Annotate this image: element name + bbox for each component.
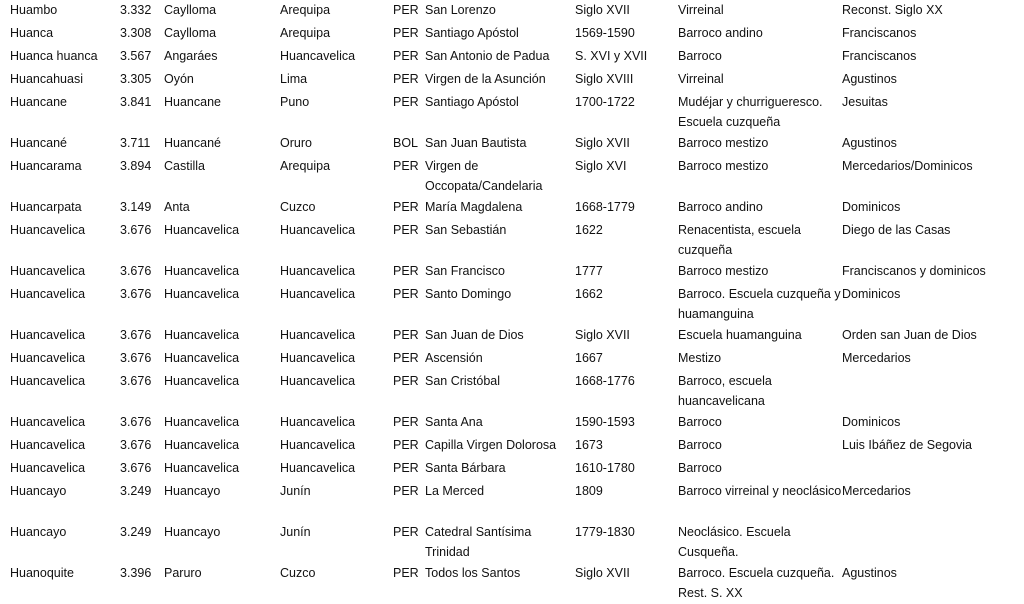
cell-altitude: 3.567: [120, 49, 152, 63]
cell-date: Siglo XVII: [575, 136, 630, 150]
cell-department: Huancavelica: [280, 438, 356, 452]
cell-department: Puno: [280, 95, 310, 109]
cell-builders: Orden san Juan de Dios: [842, 328, 977, 342]
cell-builders: Mercedarios: [842, 484, 911, 498]
cell-town: Huancane: [10, 95, 67, 109]
cell-style: Barroco: [678, 438, 722, 452]
cell-town: Huanca: [10, 26, 54, 40]
cell-town: Huanoquite: [10, 566, 74, 580]
cell-town: Huancahuasi: [10, 72, 83, 86]
cell-style: Escuela huamanguina: [678, 328, 802, 342]
cell-department: Huancavelica: [280, 415, 356, 429]
cell-church: San Sebastián: [425, 223, 507, 237]
cell-church: Santo Domingo: [425, 287, 512, 301]
table-row: [0, 92, 1024, 133]
cell-date: Siglo XVIII: [575, 72, 634, 86]
cell-style: Barroco. Escuela cuzqueña y huamanguina: [678, 287, 841, 321]
cell-province: Huancavelica: [164, 461, 240, 475]
cell-town: Huancarpata: [10, 200, 82, 214]
cell-town: Huancané: [10, 136, 67, 150]
cell-date: Siglo XVII: [575, 3, 630, 17]
cell-province: Angaráes: [164, 49, 218, 63]
cell-builders: Mercedarios: [842, 351, 911, 365]
cell-town: Huancavelica: [10, 351, 86, 365]
cell-province: Anta: [164, 200, 190, 214]
cell-style: Barroco: [678, 49, 722, 63]
cell-church: Todos los Santos: [425, 566, 521, 580]
cell-builders: Franciscanos: [842, 49, 917, 63]
cell-builders: Agustinos: [842, 72, 897, 86]
cell-builders: Agustinos: [842, 136, 897, 150]
cell-altitude: 3.676: [120, 415, 152, 429]
table-row: [0, 481, 1024, 522]
cell-church: San Antonio de Padua: [425, 49, 550, 63]
cell-town: Huanca huanca: [10, 49, 98, 63]
cell-date: 1779-1830: [575, 525, 635, 539]
cell-town: Huancavelica: [10, 328, 86, 342]
cell-builders: [842, 522, 1024, 563]
cell-builders: Franciscanos: [842, 26, 917, 40]
cell-town: Huancavelica: [10, 415, 86, 429]
cell-date: Siglo XVI: [575, 159, 627, 173]
cell-province: Huancavelica: [164, 351, 240, 365]
cell-style: Barroco mestizo: [678, 264, 769, 278]
cell-date: 1668-1779: [575, 200, 635, 214]
cell-altitude: 3.249: [120, 484, 152, 498]
table-row: [0, 284, 1024, 325]
cell-style: Virreinal: [678, 72, 724, 86]
cell-province: Huancavelica: [164, 374, 240, 388]
cell-province: Huancané: [164, 136, 221, 150]
cell-church: Virgen de Occopata/Candelaria: [425, 159, 543, 193]
cell-date: 1809: [575, 484, 603, 498]
cell-church: San Juan Bautista: [425, 136, 527, 150]
cell-province: Huancavelica: [164, 438, 240, 452]
table-row: [0, 23, 1024, 46]
cell-altitude: 3.676: [120, 438, 152, 452]
cell-style: Barroco: [678, 415, 722, 429]
cell-style: Barroco virreinal y neoclásico: [678, 484, 842, 498]
cell-province: Paruro: [164, 566, 202, 580]
cell-builders: Franciscanos y dominicos: [842, 264, 986, 278]
table-row: [0, 325, 1024, 348]
cell-country: PER: [393, 3, 419, 17]
cell-altitude: 3.305: [120, 72, 152, 86]
cell-province: Huancavelica: [164, 264, 240, 278]
cell-town: Huancavelica: [10, 461, 86, 475]
table-row: [0, 220, 1024, 261]
cell-country: PER: [393, 287, 419, 301]
cell-country: PER: [393, 566, 419, 580]
cell-church: Virgen de la Asunción: [425, 72, 546, 86]
cell-town: Huancavelica: [10, 287, 86, 301]
cell-country: PER: [393, 49, 419, 63]
cell-style: Mudéjar y churrigueresco. Escuela cuzqueña: [678, 95, 823, 129]
cell-date: Siglo XVII: [575, 566, 630, 580]
cell-country: PER: [393, 95, 419, 109]
cell-country: PER: [393, 461, 419, 475]
cell-department: Junín: [280, 525, 311, 539]
cell-country: PER: [393, 328, 419, 342]
cell-church: Ascensión: [425, 351, 483, 365]
cell-church: Santiago Apóstol: [425, 95, 519, 109]
cell-style: Barroco andino: [678, 200, 763, 214]
cell-builders: [842, 371, 1024, 412]
cell-builders: Dominicos: [842, 200, 901, 214]
cell-altitude: 3.332: [120, 3, 152, 17]
cell-department: Arequipa: [280, 159, 331, 173]
cell-date: 1622: [575, 223, 603, 237]
cell-town: Huancarama: [10, 159, 82, 173]
cell-date: 1673: [575, 438, 603, 452]
cell-style: Barroco andino: [678, 26, 763, 40]
table-row: [0, 458, 1024, 481]
cell-province: Huancane: [164, 95, 221, 109]
cell-builders: Jesuitas: [842, 95, 888, 109]
cell-date: 1662: [575, 287, 603, 301]
cell-country: PER: [393, 264, 419, 278]
cell-department: Huancavelica: [280, 328, 356, 342]
cell-church: Capilla Virgen Dolorosa: [425, 438, 557, 452]
cell-style: Barroco mestizo: [678, 159, 769, 173]
cell-country: PER: [393, 351, 419, 365]
cell-department: Junín: [280, 484, 311, 498]
cell-style: Neoclásico. Escuela Cusqueña.: [678, 525, 791, 559]
cell-style: Renacentista, escuela cuzqueña: [678, 223, 801, 257]
cell-country: PER: [393, 72, 419, 86]
table-row: [0, 69, 1024, 92]
table-row: [0, 46, 1024, 69]
cell-builders: Reconst. Siglo XX: [842, 3, 943, 17]
table-row: [0, 261, 1024, 284]
cell-country: PER: [393, 223, 419, 237]
cell-country: BOL: [393, 136, 419, 150]
cell-department: Huancavelica: [280, 351, 356, 365]
cell-province: Caylloma: [164, 3, 217, 17]
cell-province: Caylloma: [164, 26, 217, 40]
table-row: [0, 0, 1024, 23]
cell-town: Huancavelica: [10, 374, 86, 388]
cell-country: PER: [393, 374, 419, 388]
cell-date: 1700-1722: [575, 95, 635, 109]
cell-department: Huancavelica: [280, 374, 356, 388]
cell-date: Siglo XVII: [575, 328, 630, 342]
cell-altitude: 3.396: [120, 566, 152, 580]
cell-builders: Luis Ibáñez de Segovia: [842, 438, 972, 452]
table-row: [0, 348, 1024, 371]
cell-department: Huancavelica: [280, 461, 356, 475]
cell-date: 1667: [575, 351, 603, 365]
cell-province: Huancayo: [164, 525, 221, 539]
cell-province: Huancavelica: [164, 223, 240, 237]
cell-town: Huancayo: [10, 484, 67, 498]
cell-church: San Juan de Dios: [425, 328, 524, 342]
cell-builders: Dominicos: [842, 415, 901, 429]
cell-altitude: 3.676: [120, 461, 152, 475]
cell-style: Barroco. Escuela cuzqueña. Rest. S. XX: [678, 566, 835, 600]
cell-country: PER: [393, 200, 419, 214]
cell-department: Huancavelica: [280, 49, 356, 63]
cell-builders: [842, 458, 1024, 481]
cell-province: Oyón: [164, 72, 194, 86]
cell-province: Huancayo: [164, 484, 221, 498]
table-row: [0, 156, 1024, 197]
cell-province: Castilla: [164, 159, 205, 173]
table-row: [0, 435, 1024, 458]
table-row: [0, 412, 1024, 435]
cell-altitude: 3.676: [120, 264, 152, 278]
table-row: [0, 371, 1024, 412]
cell-date: 1569-1590: [575, 26, 635, 40]
cell-altitude: 3.841: [120, 95, 152, 109]
cell-style: Mestizo: [678, 351, 722, 365]
cell-builders: Dominicos: [842, 287, 901, 301]
cell-town: Huancavelica: [10, 438, 86, 452]
cell-town: Huancavelica: [10, 264, 86, 278]
cell-town: Huambo: [10, 3, 58, 17]
cell-country: PER: [393, 525, 419, 539]
cell-department: Arequipa: [280, 3, 331, 17]
cell-department: Cuzco: [280, 566, 316, 580]
cell-date: 1610-1780: [575, 461, 635, 475]
cell-department: Arequipa: [280, 26, 331, 40]
cell-date: 1668-1776: [575, 374, 635, 388]
cell-department: Lima: [280, 72, 308, 86]
cell-builders: Diego de las Casas: [842, 223, 951, 237]
cell-province: Huancavelica: [164, 328, 240, 342]
cell-builders: Mercedarios/Dominicos: [842, 159, 973, 173]
cell-date: 1777: [575, 264, 603, 278]
cell-altitude: 3.676: [120, 374, 152, 388]
cell-church: Santa Bárbara: [425, 461, 506, 475]
cell-country: PER: [393, 159, 419, 173]
cell-style: Barroco, escuela huancavelicana: [678, 374, 772, 408]
table-row: [0, 197, 1024, 220]
cell-country: PER: [393, 484, 419, 498]
table-row: [0, 563, 1024, 604]
table-row: [0, 133, 1024, 156]
cell-altitude: 3.676: [120, 328, 152, 342]
cell-church: San Francisco: [425, 264, 505, 278]
cell-church: San Cristóbal: [425, 374, 501, 388]
cell-builders: Agustinos: [842, 566, 897, 580]
cell-department: Huancavelica: [280, 287, 356, 301]
cell-town: Huancavelica: [10, 223, 86, 237]
cell-altitude: 3.308: [120, 26, 152, 40]
cell-church: María Magdalena: [425, 200, 523, 214]
cell-department: Huancavelica: [280, 223, 356, 237]
cell-altitude: 3.894: [120, 159, 152, 173]
cell-department: Cuzco: [280, 200, 316, 214]
cell-town: Huancayo: [10, 525, 67, 539]
cell-country: PER: [393, 438, 419, 452]
cell-country: PER: [393, 26, 419, 40]
cell-altitude: 3.676: [120, 223, 152, 237]
cell-church: Santiago Apóstol: [425, 26, 519, 40]
cell-altitude: 3.676: [120, 351, 152, 365]
cell-style: Barroco: [678, 461, 722, 475]
cell-style: Virreinal: [678, 3, 724, 17]
table-row: [0, 522, 1024, 563]
cell-style: Barroco mestizo: [678, 136, 769, 150]
cell-date: S. XVI y XVII: [575, 49, 648, 63]
cell-department: Oruro: [280, 136, 312, 150]
cell-church: San Lorenzo: [425, 3, 496, 17]
cell-province: Huancavelica: [164, 415, 240, 429]
cell-altitude: 3.676: [120, 287, 152, 301]
cell-country: PER: [393, 415, 419, 429]
cell-altitude: 3.249: [120, 525, 152, 539]
cell-altitude: 3.149: [120, 200, 152, 214]
cell-altitude: 3.711: [120, 136, 151, 150]
cell-province: Huancavelica: [164, 287, 240, 301]
cell-church: Santa Ana: [425, 415, 483, 429]
cell-department: Huancavelica: [280, 264, 356, 278]
cell-date: 1590-1593: [575, 415, 635, 429]
cell-church: Catedral Santísima Trinidad: [425, 525, 532, 559]
cell-church: La Merced: [425, 484, 485, 498]
